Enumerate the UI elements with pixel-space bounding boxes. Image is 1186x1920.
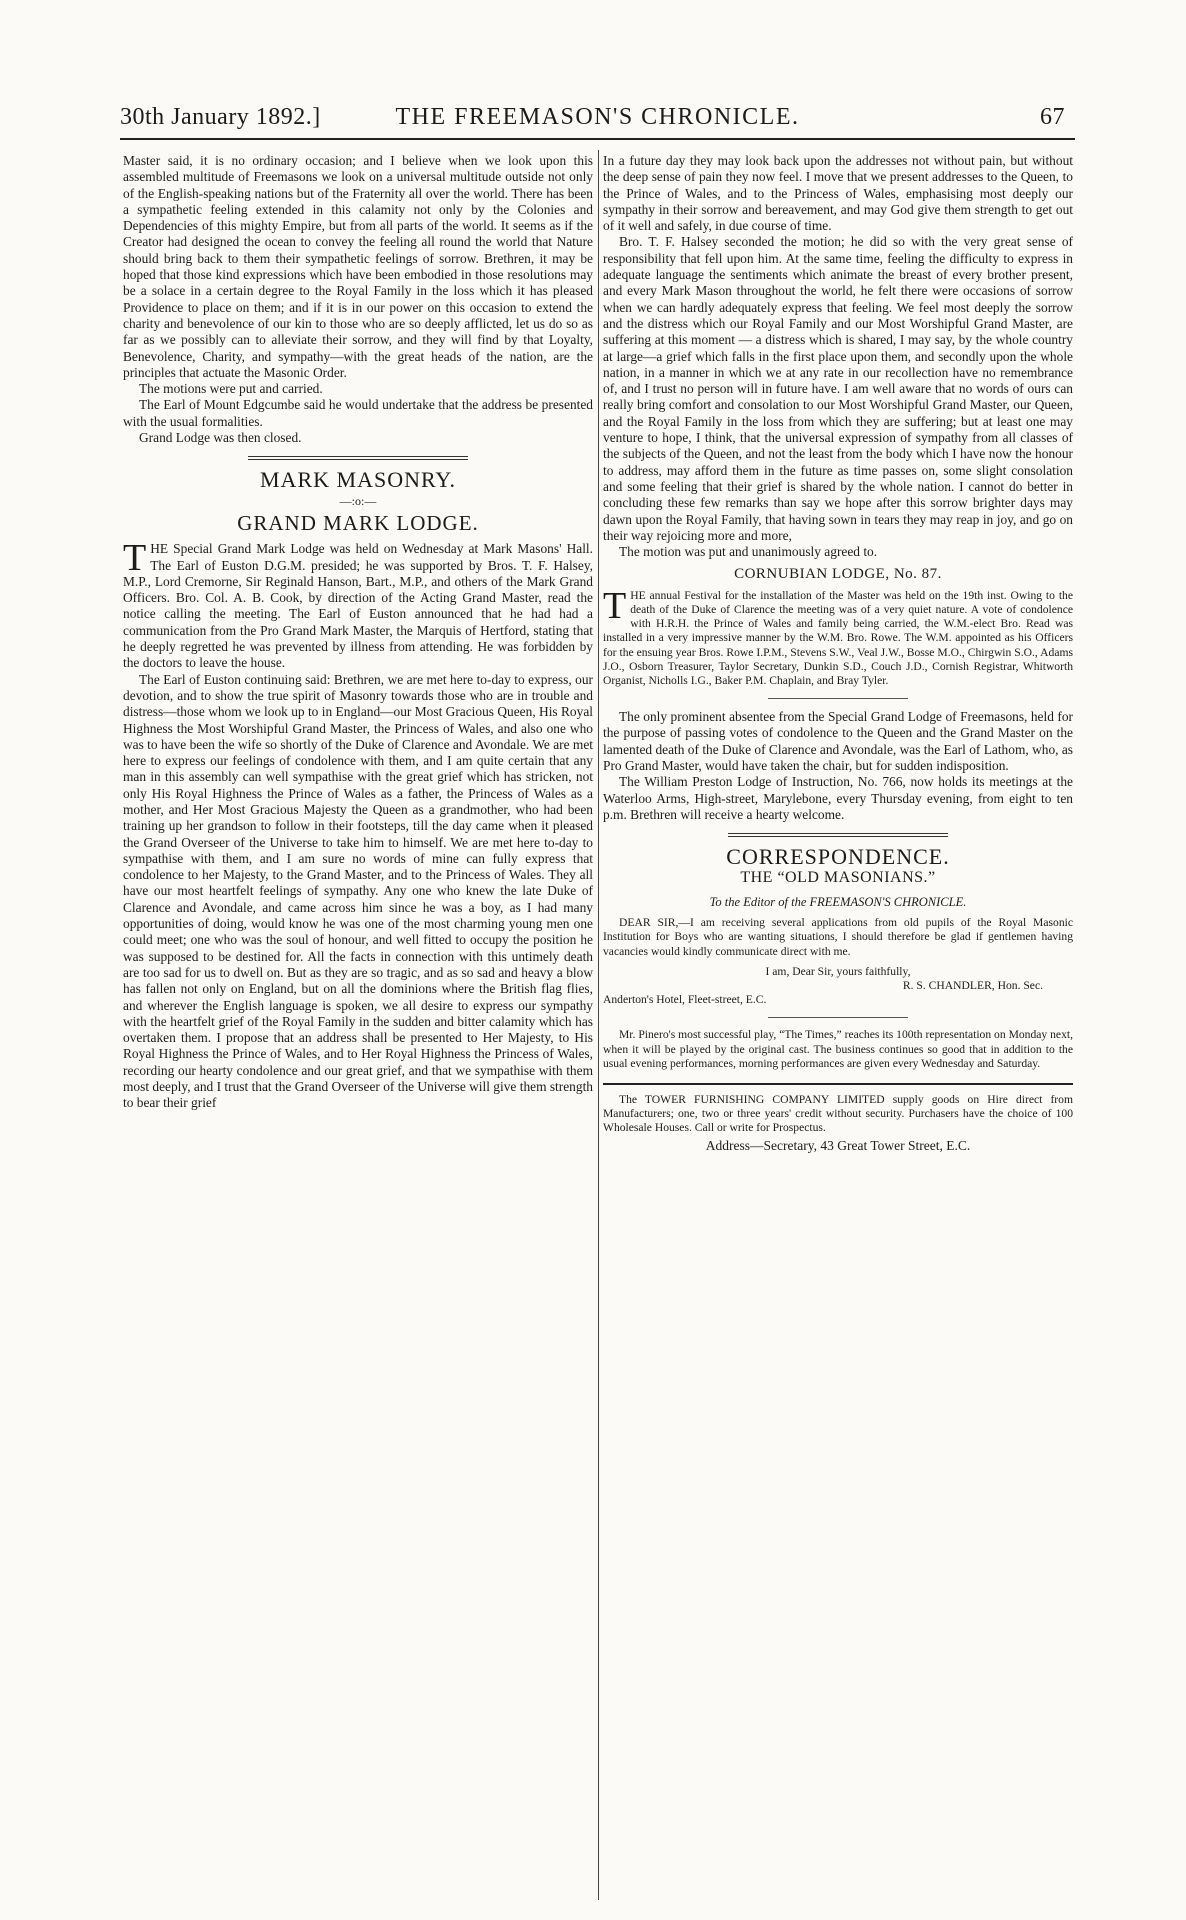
page-header — [120, 100, 1075, 136]
column-divider — [598, 150, 599, 1900]
page-number: 67 — [1040, 104, 1065, 130]
right-paragraph-6: The William Preston Lodge of Instruction, No. 766, now holds its meetings at the Waterloo Arms, High-street, Marylebone, every Thursday evening, from eight to ten p.m. Brethren will receive a hearty welcome. — [603, 774, 1073, 822]
left-paragraph-3: The Earl of Mount Edgcumbe said he would undertake that the address be presented with the usual formalities. — [123, 397, 593, 429]
header-date: 30th January 1892.] — [120, 104, 321, 130]
left-paragraph-2: The motions were put and carried. — [139, 381, 323, 397]
left-column — [123, 153, 593, 1112]
right-column — [603, 153, 1073, 1154]
advert-rule — [603, 1083, 1073, 1085]
ornament-divider: —:o:— — [339, 493, 377, 508]
to-editor-line: To the Editor of the FREEMASON'S CHRONICLE. — [709, 894, 967, 909]
advert-text: The TOWER FURNISHING COMPANY LIMITED supply goods on Hire direct from Manufacturers; one, two or three years' credit without security. Purchasers have the choice of 100 Wholesale Houses. Call or write for Prospectus. — [603, 1092, 1073, 1135]
grand-mark-lodge-heading: GRAND MARK LODGE. — [237, 510, 479, 535]
letter-address: Anderton's Hotel, Fleet-street, E.C. — [603, 993, 767, 1007]
left-paragraph-1: Master said, it is no ordinary occasion; and I believe when we look upon this assembled multitude of Freemasons we look on a universal multitude outside not only of the English-speaking nations but of the Fraternity all over the world. There has been a sympathetic feeling extended in this calamity not only by the Colonies and Dependencies of this mighty Empire, but from all parts of the world. It seems as if the Creator had designed the ocean to convey the feeling all round the world that Nature should bring back to them their sympathetic feelings of sorrow. Brethren, it may be hoped that those kind expressions which have been embodied in those resolutions may be a solace in a certain degree to the Royal Family in the loss which it has pleased Providence to place on them; and if it is in our power on this occasion to extend the charity and benevolence of our kin to those who are so deeply afflicted, let us do so as far as we possibly can to alleviate their sorrow, and they will find by that Loyalty, Benevolence, Charity, and sympathy—with the great heads of the nation, are the principles that actuate the Masonic Order. — [123, 153, 593, 380]
letter-body: DEAR SIR,—I am receiving several applications from old pupils of the Royal Masonic Institution for Boys who are wanting situations, I should therefore be glad if gentlemen having vacancies would kindly communicate direct with me. — [603, 916, 1073, 958]
right-paragraph-1: In a future day they may look back upon the addresses not without pain, but without the deep sense of pain they now feel. I move that we present addresses to the Queen, to the Prince of Wales, and to the Princess of Wales, emphasising most deeply our sympathy in their sorrow and bereavement, and may God give them strength to get out of it well and safely, in due course of time. — [603, 153, 1073, 234]
pinero-notice: Mr. Pinero's most successful play, “The Times,” reaches its 100th representation on Monday next, when it will be played by the original cast. The business continues so good that in addition to the usual evening performances, morning performances are given every Wednesday and Saturday. — [603, 1028, 1073, 1070]
right-paragraph-5: The only prominent absentee from the Special Grand Lodge of Freemasons, held for the purpose of passing votes of condolence to the Queen and the Grand Master on the lamented death of the Duke of Clarence and Avondale, was the Earl of Lathom, who, as Pro Grand Master, would have taken the chair, but for sudden indisposition. — [603, 709, 1073, 774]
header-rule — [120, 138, 1075, 140]
advert-address: Address—Secretary, 43 Great Tower Street, E.C. — [705, 1137, 971, 1153]
left-paragraph-4: Grand Lodge was then closed. — [139, 430, 302, 446]
cornubian-lodge-heading: CORNUBIAN LODGE, No. 87. — [734, 566, 942, 583]
cornubian-paragraph: THE annual Festival for the installation of the Master was held on the 19th inst. Owing to the death of the Duke of Clarence the meeting was of a very quiet nature. A vote of condolence with H.R.H. the Prince of Wales and family being carried, the W.M.-elect Bro. Read was installed in a very impressive manner by the W.M. Bro. Rowe. The W.M. appointed as his Officers for the ensuing year Bros. Rowe I.P.M., Stevens S.W., Veal J.W., Bosse M.O., Chirgwin S.O., Adams J.O., Osborn Treasurer, Taylor Secretary, Dunkin S.D., Couch J.D., Cornish Registrar, Whitworth Organist, Nicholls I.G., Baker P.M. Chaplain, and Bray Tyler. — [603, 584, 1073, 687]
right-paragraph-2: Bro. T. F. Halsey seconded the motion; he did so with the very great sense of responsibility that fell upon him. At the same time, feeling the difficulty to express in adequate language the sentiments which animate the breast of every brother present, and every Mark Mason throughout the world, he felt there were occasions of sorrow when we can hardly adequately express that feeling. We feel most deeply the sorrow and the distress which our Royal Family and our Most Worshipful Grand Master, are suffering at this moment — a distress which is shared, I may say, by the whole country at large—a grief which falls in the first place upon them, and secondly upon the whole nation, in a manner in which we at any rate in our recollection have no remembrance of, and I trust no person will in future have. I am well aware that no words of ours can really bring comfort and consolation to our Most Worshipful Grand Master, our Queen, and the Royal Family in the loss from which they are suffering; but at least one may venture to hope, I think, that the universal expression of sympathy from all classes of the subjects of the Queen, and not the least from the body which I have now the honour to address, may afford them in the future as time passes on, some slight consolation and some feeling that their grief is shared by the whole nation. I cannot do better in concluding these few remarks than say we hope after this sorrow brighter days may dawn upon the Royal Family, that having sown in tears they may reap in joy, and go on their way rejoicing more and more, — [603, 234, 1073, 543]
letter-signature: R. S. CHANDLER, Hon. Sec. — [902, 978, 1043, 992]
old-masonians-heading: THE “OLD MASONIANS.” — [740, 868, 936, 886]
letter-signoff: I am, Dear Sir, yours faithfully, — [765, 964, 911, 978]
header-title: THE FREEMASON'S CHRONICLE. — [395, 104, 800, 130]
correspondence-heading: CORRESPONDENCE. — [726, 844, 950, 870]
section-divider — [728, 833, 948, 837]
mark-masonry-heading: MARK MASONRY. — [260, 467, 456, 493]
section-divider — [248, 456, 468, 460]
left-paragraph-5: THE Special Grand Mark Lodge was held on Wednesday at Mark Masons' Hall. The Earl of Euston D.G.M. presided; he was supported by Bros. T. F. Halsey, M.P., Lord Cremorne, Sir Reginald Hanson, Bart., M.P., and others of the Mark Grand Officers. Bro. Col. A. B. Cook, by direction of the Acting Grand Master, read the notice calling the meeting. The Earl of Euston announced that he had had a communication from the Pro Grand Mark Master, the Marquis of Hertford, stating that he deeply regretted he was prevented by illness from attending. He was forbidden by the doctors to leave the house. — [123, 537, 593, 671]
section-divider — [768, 1017, 908, 1018]
section-divider — [768, 698, 908, 699]
right-paragraph-3: The motion was put and unanimously agreed to. — [619, 544, 878, 560]
left-paragraph-6: The Earl of Euston continuing said: Brethren, we are met here to-day to express, our devotion, and to show the true spirit of Masonry towards those who are in trouble and distress—those whom we look up to in England—our Most Gracious Queen, His Royal Highness the Most Worshipful Grand Master, the Princess of Wales, and also one who was to have been the wife so shortly of the Duke of Clarence and Avondale. We are met here to express our feelings of condolence with them, and I am quite certain that any man in this assembly can well sympathise with the great grief which has stricken, not only His Royal Highness the Prince of Wales as a father, the Princess of Wales as a mother, and Her Most Gracious Majesty the Queen as a grandmother, who had been training up her grandson to follow in their footsteps, till the day came when it pleased the Grand Overseer of the Universe to take him to himself. We are met here to-day to sympathise with them, and I am sure no words of mine can fully express that condolence to her Majesty, to the Grand Master, and to the Princess of Wales. They all have our most heartfelt feelings of sympathy. Any one who knew the late Duke of Clarence and Avondale, and came across him since he was a boy, as I had many opportunities of doing, would know he was one of the most charming young men one could meet; one who was the soul of honour, and well fitted to occupy the position he was supposed to be destined for. All the facts in connection with this untimely death are too sad for us to dwell on. But as they are so tragic, and as so sad and heavy a blow has fallen not only on England, but on all the dominions where the British flag flies, and wherever the English language is spoken, we all desire to express our sympathy with the heartfelt grief of the Royal Family in the sudden and bitter calamity which has overtaken them. I propose that an address shall be presented to Her Majesty, to His Royal Highness the Prince of Wales, and to Her Royal Highness the Princess of Wales, recording our hearty condolence and our great grief, and that we sympathise with them most deeply, and I trust that the Grand Overseer of the Universe will give them strength to bear their grief — [123, 671, 593, 1111]
